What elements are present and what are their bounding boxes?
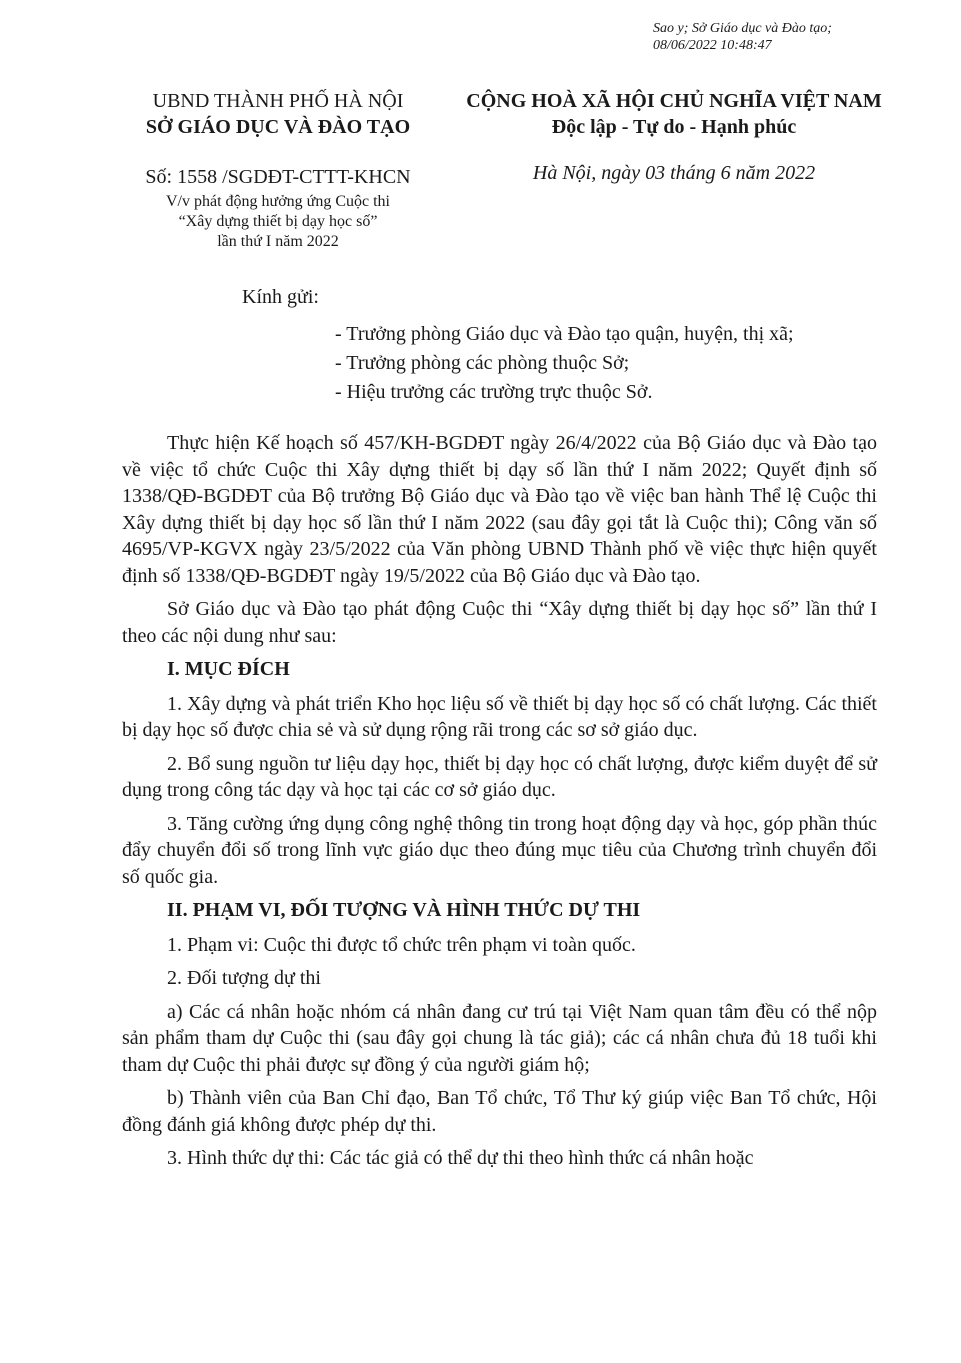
section-heading-scope: II. PHẠM VI, ĐỐI TƯỢNG VÀ HÌNH THỨC DỰ THI <box>167 899 641 921</box>
document-number: Số: 1558 /SGDĐT-CTTT-KHCN <box>145 166 411 188</box>
place-date: Hà Nội, ngày 03 tháng 6 năm 2022 <box>532 162 816 184</box>
national-motto: Độc lập - Tự do - Hạnh phúc <box>551 116 797 138</box>
agency-header <box>108 88 448 141</box>
section-heading-purpose: I. MỤC ĐÍCH <box>167 658 290 680</box>
copy-stamp <box>653 20 883 54</box>
recipient-item: - Hiệu trưởng các trường trực thuộc Sở. <box>335 381 653 403</box>
salutation: Kính gửi: <box>242 286 319 308</box>
agency-parent: UBND THÀNH PHỐ HÀ NỘI <box>152 90 404 112</box>
recipient-item: - Trưởng phòng Giáo dục và Đào tạo quận, huyện, thị xã; <box>335 323 794 345</box>
scope-item-2: 2. Đối tượng dự thi <box>167 967 321 989</box>
purpose-item-3: 3. Tăng cường ứng dụng công nghệ thông tin trong hoạt động dạy và học, góp phần thúc đẩy chuyển đổi số trong lĩnh vực giáo dục theo đúng mục tiêu của Chương trình chuyển đổi số quốc gia. <box>122 812 877 888</box>
agency-name: SỞ GIÁO DỤC VÀ ĐÀO TẠO <box>145 116 411 138</box>
scope-item-2a: a) Các cá nhân hoặc nhóm cá nhân đang cư trú tại Việt Nam quan tâm đều có thể nộp sản phẩm tham dự Cuộc thi (sau đây gọi chung là tác giả); các cá nhân chưa đủ 18 tuổi khi tham dự Cuộc thi phải được sự đồng ý của người giám hộ; <box>122 1000 877 1076</box>
purpose-item-2: 2. Bổ sung nguồn tư liệu dạy học, thiết bị dạy học có chất lượng, được kiểm duyệt để sử dụng trong công tác dạy và học tại các cơ sở giáo dục. <box>122 752 877 801</box>
document-subject <box>108 192 448 252</box>
scope-item-1: 1. Phạm vi: Cuộc thi được tổ chức trên phạm vi toàn quốc. <box>167 933 636 956</box>
intro-paragraph: Thực hiện Kế hoạch số 457/KH-BGDĐT ngày 26/4/2022 của Bộ Giáo dục và Đào tạo về việc tổ chức Cuộc thi Xây dựng thiết bị dạy số lần thứ I năm 2022; Quyết định số 1338/QĐ-BGDĐT của Bộ trưởng Bộ Giáo dục và Đào tạo về việc ban hành Thể lệ Cuộc thi Xây dựng thiết bị dạy học số lần thứ I năm 2022 (sau đây gọi tắt là Cuộc thi); Công văn số 4695/VP-KGVX ngày 23/5/2022 của Văn phòng UBND Thành phố về việc thực hiện quyết định số 1338/QĐ-BGDĐT ngày 19/5/2022 của Bộ Giáo dục và Đào tạo. <box>122 432 877 587</box>
stamp-line-2: 08/06/2022 10:48:47 <box>653 38 772 53</box>
subject-line-2: “Xây dựng thiết bị dạy học số” <box>178 213 378 230</box>
stamp-line-1: Sao y; Sở Giáo dục và Đào tạo; <box>653 21 832 36</box>
subject-line-3: lần thứ I năm 2022 <box>217 233 339 250</box>
nation-title: CỘNG HOÀ XÃ HỘI CHỦ NGHĨA VIỆT NAM <box>466 90 882 112</box>
recipient-item: - Trưởng phòng các phòng thuộc Sở; <box>335 352 630 374</box>
recipient-list <box>335 320 794 407</box>
scope-item-2b: b) Thành viên của Ban Chỉ đạo, Ban Tổ chức, Tổ Thư ký giúp việc Ban Tổ chức, Hội đồng đánh giá không được phép dự thi. <box>122 1087 877 1136</box>
subject-line-1: V/v phát động hưởng ứng Cuộc thi <box>165 193 390 210</box>
scope-item-3: 3. Hình thức dự thi: Các tác giả có thể dự thi theo hình thức cá nhân hoặc <box>167 1147 754 1169</box>
national-header <box>440 88 908 141</box>
announcement-paragraph: Sở Giáo dục và Đào tạo phát động Cuộc thi “Xây dựng thiết bị dạy học số” lần thứ I theo các nội dung như sau: <box>122 598 877 647</box>
purpose-item-1: 1. Xây dựng và phát triển Kho học liệu số về thiết bị dạy học số có chất lượng. Các thiết bị dạy học số được chia sẻ và sử dụng rộng rãi trong các sơ sở giáo dục. <box>122 692 877 741</box>
document-body <box>122 430 877 1179</box>
